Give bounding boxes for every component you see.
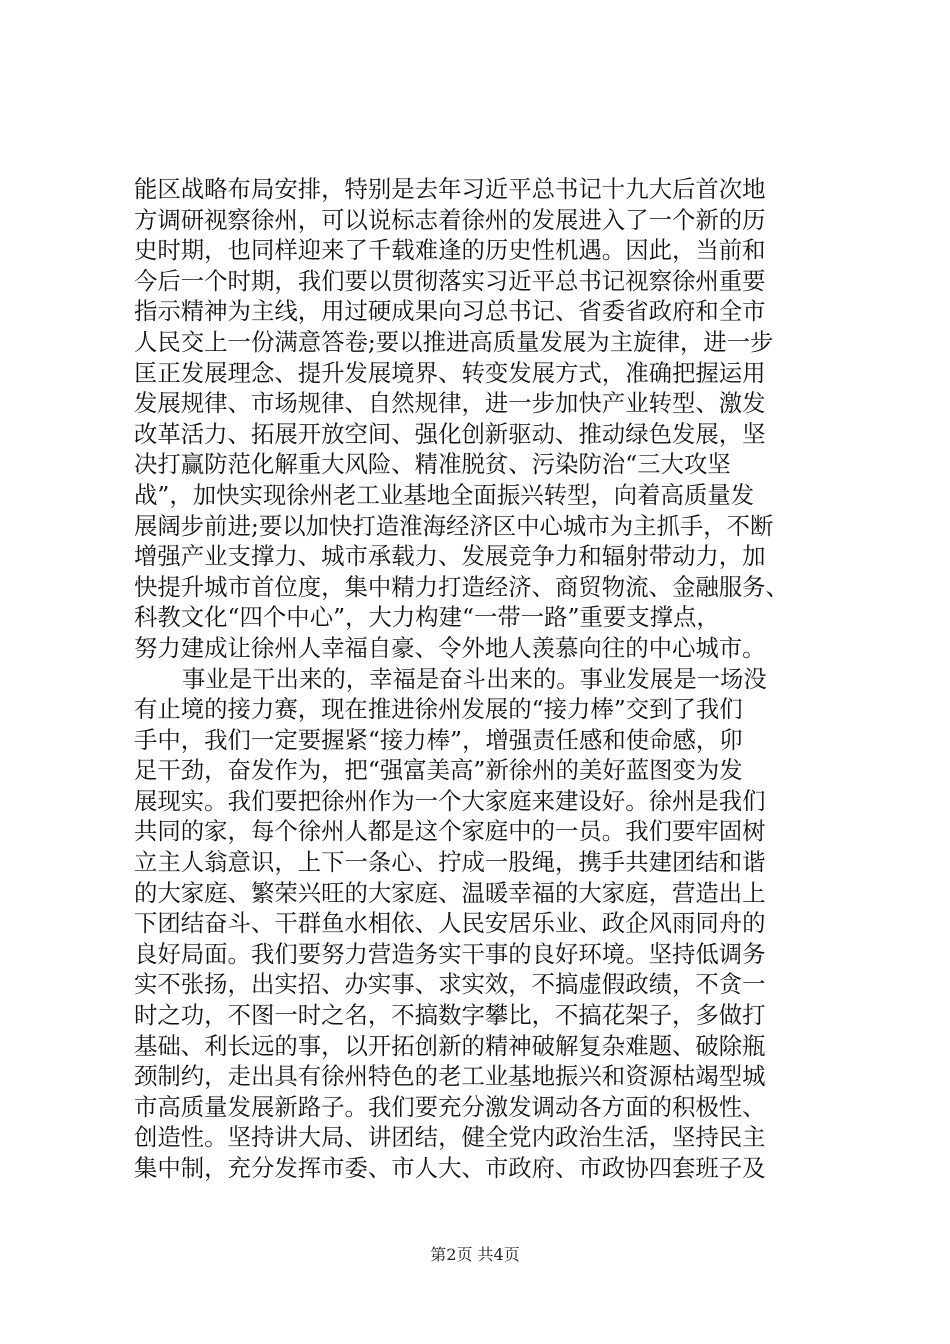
body-line: 创造性。坚持讲大局、讲团结，健全党内政治生活，坚持民主 — [134, 1123, 766, 1152]
body-line: 时之功，不图一时之名，不搞数字攀比，不搞花架子，多做打 — [134, 1001, 766, 1030]
body-line: 颈制约，走出具有徐州特色的老工业基地振兴和资源枯竭型城 — [134, 1062, 766, 1091]
body-line: 今后一个时期，我们要以贯彻落实习近平总书记视察徐州重要 — [134, 266, 766, 295]
document-body — [134, 174, 824, 1184]
body-line: 战”，加快实现徐州老工业基地全面振兴转型，向着高质量发 — [134, 480, 755, 509]
body-line: 史时期，也同样迎来了千载难逢的历史性机遇。因此，当前和 — [134, 236, 766, 265]
body-line: 的大家庭、繁荣兴旺的大家庭、温暖幸福的大家庭，营造出上 — [134, 878, 766, 907]
body-line: 人民交上一份满意答卷;要以推进高质量发展为主旋律，进一步 — [134, 327, 774, 356]
body-line: 能区战略布局安排，特别是去年习近平总书记十九大后首次地 — [134, 175, 766, 203]
body-line: 立主人翁意识，上下一条心、拧成一股绳，携手共建团结和谐 — [134, 848, 766, 877]
body-line: 改革活力、拓展开放空间、强化创新驱动、推动绿色发展，坚 — [134, 419, 766, 448]
body-line: 足干劲，奋发作为，把“强富美高”新徐州的美好蓝图变为发 — [134, 756, 743, 785]
body-line: 发展规律、市场规律、自然规律，进一步加快产业转型、激发 — [134, 389, 766, 418]
body-line: 市高质量发展新路子。我们要充分激发调动各方面的积极性、 — [134, 1092, 766, 1121]
body-line: 决打赢防范化解重大风险、精准脱贫、污染防治“三大攻坚 — [134, 450, 731, 479]
body-line: 实不张扬，出实招、办实事、求实效，不搞虚假政绩，不贪一 — [134, 970, 766, 999]
body-line: 下团结奋斗、干群鱼水相依、人民安居乐业、政企风雨同舟的 — [134, 909, 766, 938]
body-line: 快提升城市首位度，集中精力打造经济、商贸物流、金融服务、 — [134, 572, 789, 601]
body-line: 方调研视察徐州，可以说标志着徐州的发展进入了一个新的历 — [134, 205, 766, 234]
body-line: 努力建成让徐州人幸福自豪、令外地人羡慕向往的中心城市。 — [134, 633, 766, 662]
body-line: 匡正发展理念、提升发展境界、转变发展方式，准确把握运用 — [134, 358, 766, 387]
page-number-footer: 第2页 共4页 — [430, 1245, 520, 1264]
body-line: 增强产业支撑力、城市承载力、发展竞争力和辐射带动力，加 — [134, 542, 766, 571]
body-line: 手中，我们一定要握紧“接力棒”，增强责任感和使命感，卯 — [134, 725, 743, 754]
body-line: 有止境的接力赛，现在推进徐州发展的“接力棒”交到了我们 — [134, 695, 743, 724]
body-line: 科教文化“四个中心”，大力构建“一带一路”重要支撑点， — [134, 603, 720, 632]
body-line: 展现实。我们要把徐州作为一个大家庭来建设好。徐州是我们 — [134, 786, 766, 815]
body-line: 基础、利长远的事，以开拓创新的精神破解复杂难题、破除瓶 — [134, 1031, 766, 1060]
body-line: 共同的家，每个徐州人都是这个家庭中的一员。我们要牢固树 — [134, 817, 766, 846]
paragraph-start-line: 事业是干出来的，幸福是奋斗出来的。事业发展是一场没 — [182, 664, 767, 693]
body-line: 展阔步前进;要以加快打造淮海经济区中心城市为主抓手，不断 — [134, 511, 774, 540]
body-line: 良好局面。我们要努力营造务实干事的良好环境。坚持低调务 — [134, 939, 766, 968]
body-line: 指示精神为主线，用过硬成果向习总书记、省委省政府和全市 — [134, 297, 766, 326]
body-line: 集中制，充分发挥市委、市人大、市政府、市政协四套班子及 — [134, 1154, 766, 1182]
